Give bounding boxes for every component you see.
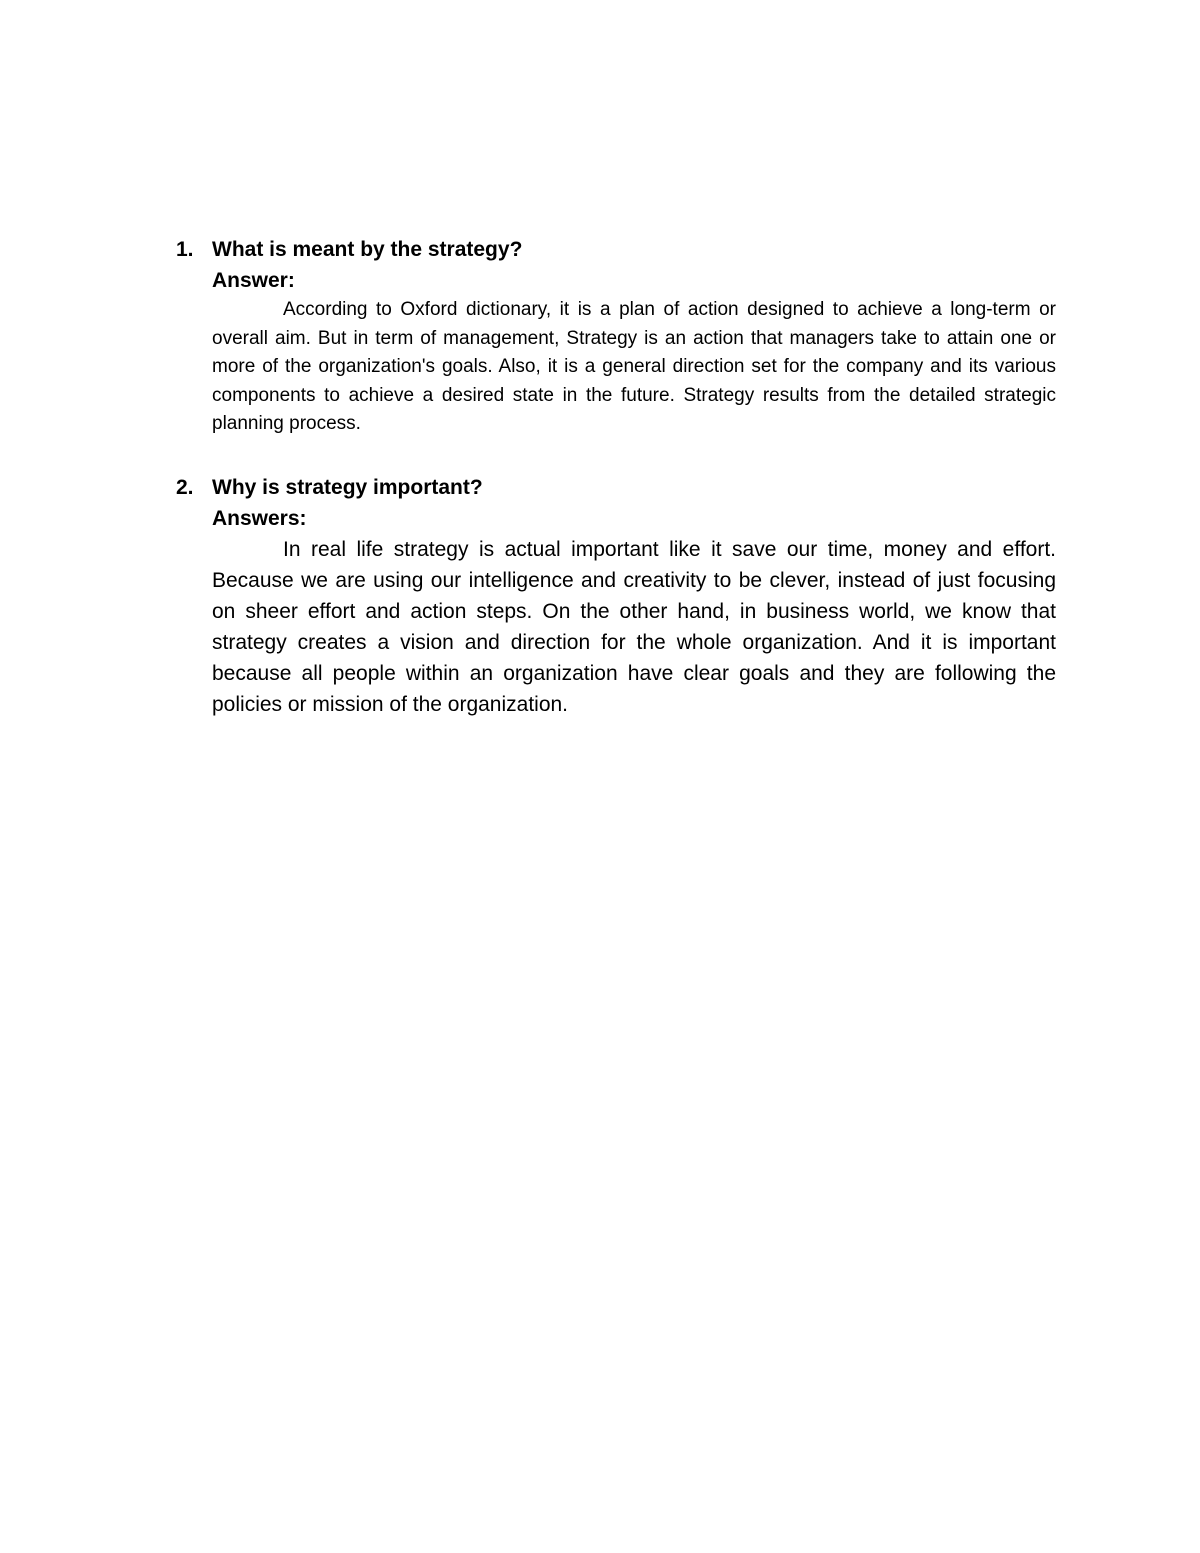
question-heading — [0, 234, 1200, 265]
answer-label: Answer: — [212, 269, 295, 292]
question-block-2 — [0, 472, 1200, 720]
question-text: What is meant by the strategy? — [212, 238, 523, 261]
answer-label: Answers: — [212, 507, 307, 530]
question-number: 1. — [176, 238, 194, 261]
answer-paragraph: According to Oxford dictionary, it is a plan of action designed to achieve a long-term or overall aim. But in term of management, Strategy is an action that managers take to attain one or more of the organization's goals. Also, it is a general direction set for the company and its various components to achieve a desired state in the future. Strategy results from the detailed strategic planning process. — [212, 299, 1056, 435]
answer-paragraph: In real life strategy is actual important like it save our time, money and effort. Because we are using our intelligence and creativity to be clever, instead of just focusing on sheer effort and action steps. On the other hand, in business world, we know that strategy creates a vision and direction for the whole organization. And it is important because all people within an organization have clear goals and they are following the policies or mission of the organization. — [212, 538, 1056, 716]
question-number: 2. — [176, 476, 194, 499]
question-text: Why is strategy important? — [212, 476, 483, 499]
question-heading — [0, 472, 1200, 503]
question-block-1 — [0, 234, 1200, 439]
